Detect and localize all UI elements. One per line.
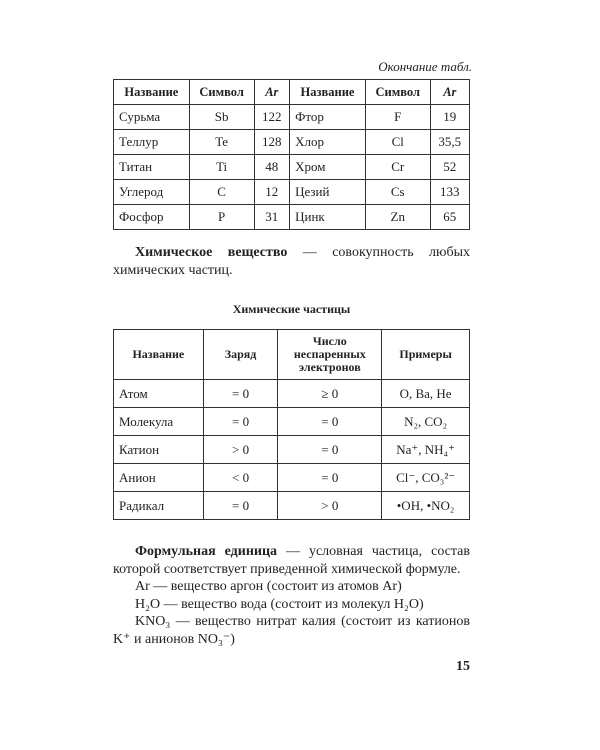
table-cell: Катион	[114, 436, 204, 464]
table-cell: 48	[254, 155, 290, 180]
table-row	[114, 464, 470, 492]
table-cell: F	[365, 105, 430, 130]
table-cell: 52	[430, 155, 469, 180]
table-cell: 133	[430, 180, 469, 205]
page-number: 15	[456, 659, 470, 674]
header-examples: Примеры	[382, 330, 470, 380]
table-cell: ≥ 0	[278, 380, 382, 408]
table-cell: Te	[189, 130, 254, 155]
header-symbol: Символ	[365, 80, 430, 105]
term: Формульная единица	[135, 544, 278, 559]
example-line: Ar — вещество аргон (состоит из атомов Ar)	[135, 579, 402, 594]
table-header-row	[114, 80, 470, 105]
table-cell: 19	[430, 105, 469, 130]
table-row	[114, 105, 470, 130]
table-caption: Окончание табл.	[378, 59, 472, 74]
table-row	[114, 130, 470, 155]
table-row	[114, 180, 470, 205]
table-cell: Sb	[189, 105, 254, 130]
header-charge: Заряд	[203, 330, 278, 380]
table-header-row	[114, 330, 470, 380]
table-cell: Cr	[365, 155, 430, 180]
header-name: Название	[114, 80, 190, 105]
table-row	[114, 155, 470, 180]
definition-chemical-substance	[113, 244, 470, 279]
header-unpaired-electrons: Число неспаренных электронов	[278, 330, 382, 380]
table-cell: Цезий	[290, 180, 366, 205]
table-cell: Радикал	[114, 492, 204, 520]
table-cell: 31	[254, 205, 290, 230]
header-ar: Ar	[430, 80, 469, 105]
table-cell: = 0	[203, 492, 278, 520]
table-cell: < 0	[203, 464, 278, 492]
table-cell: Zn	[365, 205, 430, 230]
table-cell: Cl⁻, CO₃²⁻	[382, 464, 470, 492]
table-cell: Цинк	[290, 205, 366, 230]
table-cell: Cl	[365, 130, 430, 155]
table-cell: Анион	[114, 464, 204, 492]
table-cell: = 0	[203, 408, 278, 436]
table-row	[114, 408, 470, 436]
table-title: Химические частицы	[232, 302, 351, 316]
table-cell: Фтор	[290, 105, 366, 130]
definition-text: — условная частица, состав которой соответствует приведенной химической формуле.	[113, 544, 470, 577]
table-cell: 12	[254, 180, 290, 205]
header-name: Название	[114, 330, 204, 380]
term: Химическое вещество	[135, 245, 288, 260]
definition-formula-unit	[113, 543, 470, 578]
table-cell: 122	[254, 105, 290, 130]
table-cell: C	[189, 180, 254, 205]
table-cell: Титан	[114, 155, 190, 180]
table-cell: Ti	[189, 155, 254, 180]
table-cell: O, Ba, He	[382, 380, 470, 408]
table-row	[114, 436, 470, 464]
table-cell: 65	[430, 205, 469, 230]
table-cell: Хлор	[290, 130, 366, 155]
table-cell: 35,5	[430, 130, 469, 155]
table-cell: Фосфор	[114, 205, 190, 230]
table-cell: P	[189, 205, 254, 230]
header-symbol: Символ	[189, 80, 254, 105]
table-cell: Углерод	[114, 180, 190, 205]
table-cell: = 0	[278, 408, 382, 436]
table-cell: Молекула	[114, 408, 204, 436]
table-cell: = 0	[203, 380, 278, 408]
table-row	[114, 205, 470, 230]
table-cell: > 0	[203, 436, 278, 464]
table-cell: = 0	[278, 464, 382, 492]
table-cell: = 0	[278, 436, 382, 464]
example-line: H₂O — вещество вода (состоит из молекул H₂O)	[135, 596, 424, 612]
definition-text: — совокупность любых химических частиц.	[113, 245, 471, 278]
header-name: Название	[290, 80, 366, 105]
table-cell: •OH, •NO₂	[382, 492, 470, 520]
example-line: KNO₃ — вещество нитрат калия (состоит из катионов K⁺ и анионов NO₃⁻)	[113, 614, 470, 647]
table-cell: Атом	[114, 380, 204, 408]
table-cell: Хром	[290, 155, 366, 180]
table-cell: 128	[254, 130, 290, 155]
header-ar: Ar	[254, 80, 290, 105]
table-row	[114, 380, 470, 408]
table-cell: N₂, CO₂	[382, 408, 470, 436]
particles-table	[113, 329, 470, 520]
formula-unit-section	[113, 543, 470, 676]
table-cell: > 0	[278, 492, 382, 520]
elements-table	[113, 79, 470, 230]
table-cell: Cs	[365, 180, 430, 205]
table-row	[114, 492, 470, 520]
table-cell: Сурьма	[114, 105, 190, 130]
table-cell: Na⁺, NH₄⁺	[382, 436, 470, 464]
table-cell: Теллур	[114, 130, 190, 155]
